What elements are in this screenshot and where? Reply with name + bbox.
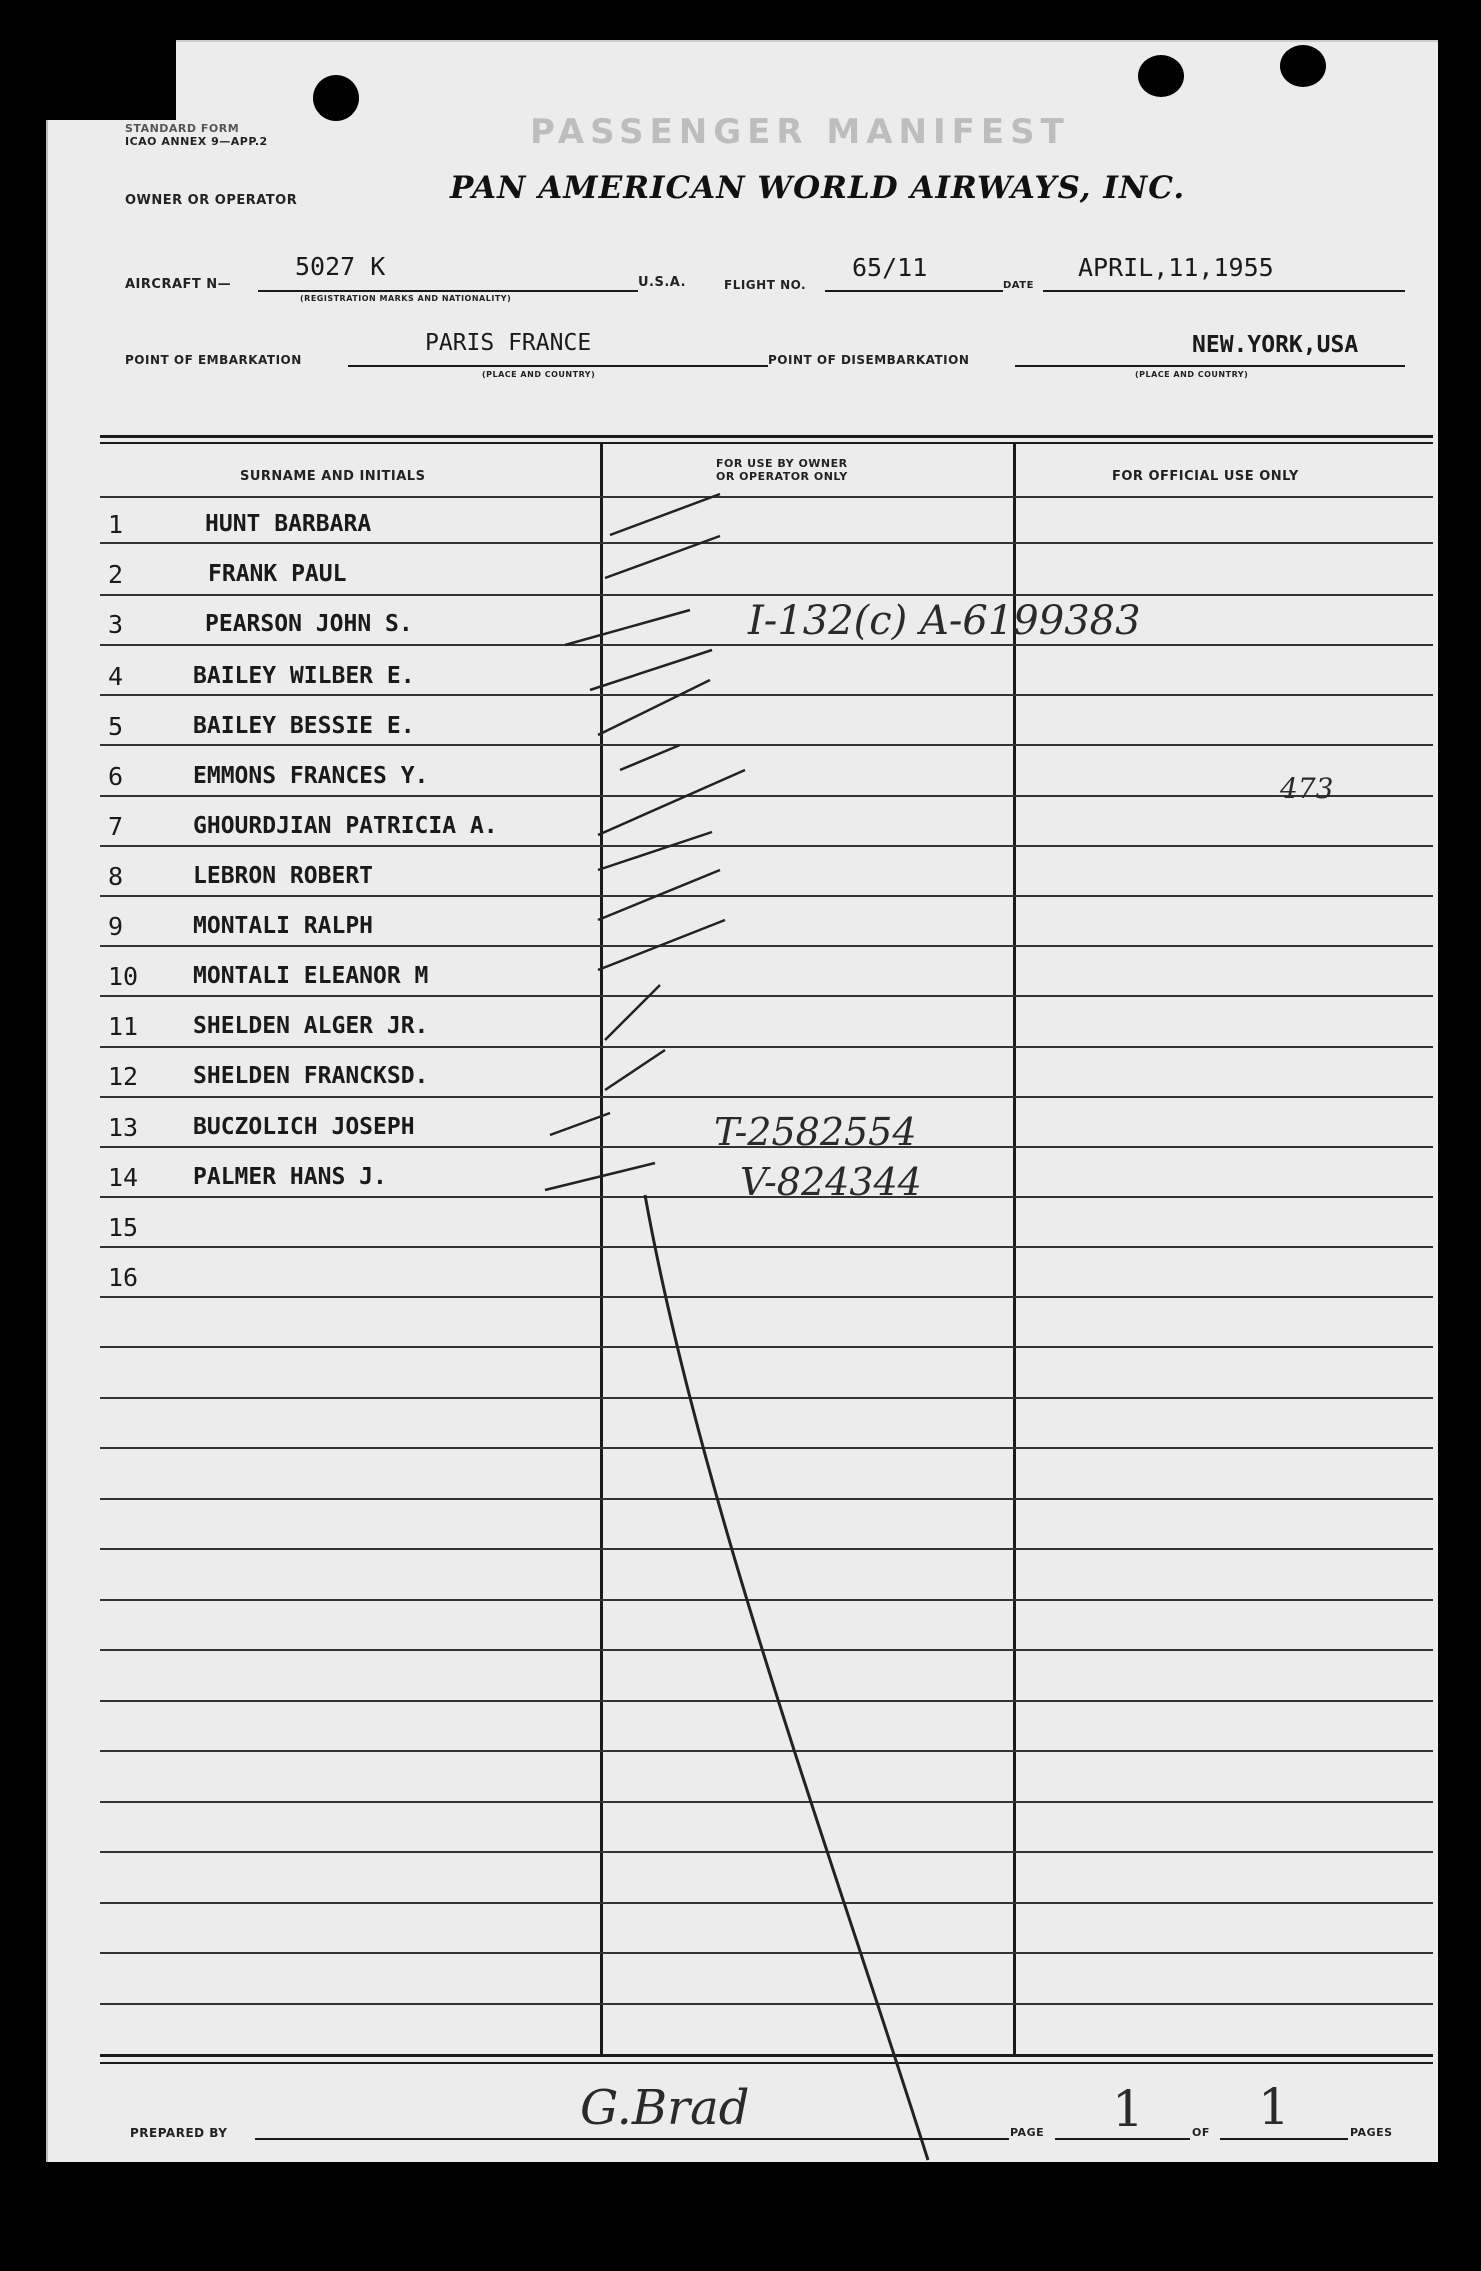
page-label: PAGE: [1010, 2126, 1045, 2139]
passenger-name: SHELDEN ALGER JR.: [193, 1013, 429, 1039]
date-label: DATE: [1003, 280, 1034, 291]
official-note-row6: 473: [1280, 772, 1334, 805]
row-number: 12: [108, 1062, 139, 1091]
row-number: 6: [108, 762, 124, 791]
row-number: 14: [108, 1163, 139, 1192]
disembark-label: POINT OF DISEMBARKATION: [768, 353, 970, 367]
flight-value: 65/11: [852, 253, 928, 282]
row-number: 7: [108, 812, 124, 841]
page-title: PASSENGER MANIFEST: [530, 112, 1070, 152]
passenger-name: HUNT BARBARA: [205, 511, 372, 537]
usa-label: U.S.A.: [638, 275, 687, 290]
pages-value: 1: [1258, 2078, 1290, 2136]
prepared-by-underline: [255, 2138, 1009, 2140]
embark-label: POINT OF EMBARKATION: [125, 353, 302, 367]
row-number: 4: [108, 662, 124, 691]
of-label: OF: [1192, 2126, 1210, 2139]
row-number: 9: [108, 912, 124, 941]
row-number: 13: [108, 1113, 139, 1142]
owner-note-row14: V-824344: [740, 1160, 922, 1204]
embark-value: PARIS FRANCE: [425, 330, 592, 356]
embark-caption: (PLACE AND COUNTRY): [482, 370, 596, 379]
owner-value: PAN AMERICAN WORLD AIRWAYS, INC.: [450, 170, 1186, 206]
passenger-name: BAILEY WILBER E.: [193, 663, 415, 689]
row-number: 16: [108, 1263, 139, 1292]
row-number: 10: [108, 962, 139, 991]
disembark-caption: (PLACE AND COUNTRY): [1135, 370, 1249, 379]
form-ref-line2: ICAO ANNEX 9—APP.2: [125, 135, 268, 148]
row-number: 3: [108, 610, 124, 639]
date-value: APRIL,11,1955: [1078, 253, 1274, 282]
pages-label: PAGES: [1350, 2126, 1393, 2139]
page-value: 1: [1112, 2080, 1144, 2138]
column-header-owner-line1: FOR USE BY OWNER: [716, 457, 848, 470]
owner-label: OWNER OR OPERATOR: [125, 193, 298, 208]
passenger-name: SHELDEN FRANCKSD.: [193, 1063, 429, 1089]
page-underline: [1055, 2138, 1190, 2140]
row-number: 5: [108, 712, 124, 741]
flight-label: FLIGHT NO.: [724, 278, 807, 292]
passenger-name: PALMER HANS J.: [193, 1164, 387, 1190]
row-number: 11: [108, 1012, 139, 1041]
column-header-owner-line2: OR OPERATOR ONLY: [716, 470, 848, 483]
strike-through-line: [645, 1195, 928, 2160]
prepared-by-label: PREPARED BY: [130, 2126, 228, 2140]
passenger-name: MONTALI RALPH: [193, 913, 374, 939]
passenger-name: BUCZOLICH JOSEPH: [193, 1114, 415, 1140]
passenger-name: PEARSON JOHN S.: [205, 611, 413, 637]
passenger-name: EMMONS FRANCES Y.: [193, 763, 429, 789]
passenger-name: LEBRON ROBERT: [193, 863, 374, 889]
disembark-value: NEW.YORK,USA: [1192, 332, 1359, 358]
form-ref-line1: STANDARD FORM: [125, 122, 240, 135]
owner-note-row13: T-2582554: [714, 1110, 917, 1154]
passenger-name: FRANK PAUL: [208, 561, 347, 587]
column-header-official: FOR OFFICIAL USE ONLY: [1112, 469, 1299, 484]
passenger-name: BAILEY BESSIE E.: [193, 713, 415, 739]
preparer-signature: G.Brad: [580, 2080, 750, 2136]
aircraft-label: AIRCRAFT N—: [125, 277, 232, 292]
owner-note-row3: I-132(c) A-6199383: [748, 598, 1141, 644]
of-underline: [1220, 2138, 1348, 2140]
passenger-name: MONTALI ELEANOR M: [193, 963, 429, 989]
registration-caption: (REGISTRATION MARKS AND NATIONALITY): [300, 294, 512, 303]
passenger-name: GHOURDJIAN PATRICIA A.: [193, 813, 498, 839]
row-number: 1: [108, 510, 124, 539]
column-header-surname: SURNAME AND INITIALS: [240, 469, 426, 484]
row-number: 15: [108, 1213, 139, 1242]
row-number: 8: [108, 862, 124, 891]
row-number: 2: [108, 560, 124, 589]
aircraft-value: 5027 K: [295, 252, 386, 281]
